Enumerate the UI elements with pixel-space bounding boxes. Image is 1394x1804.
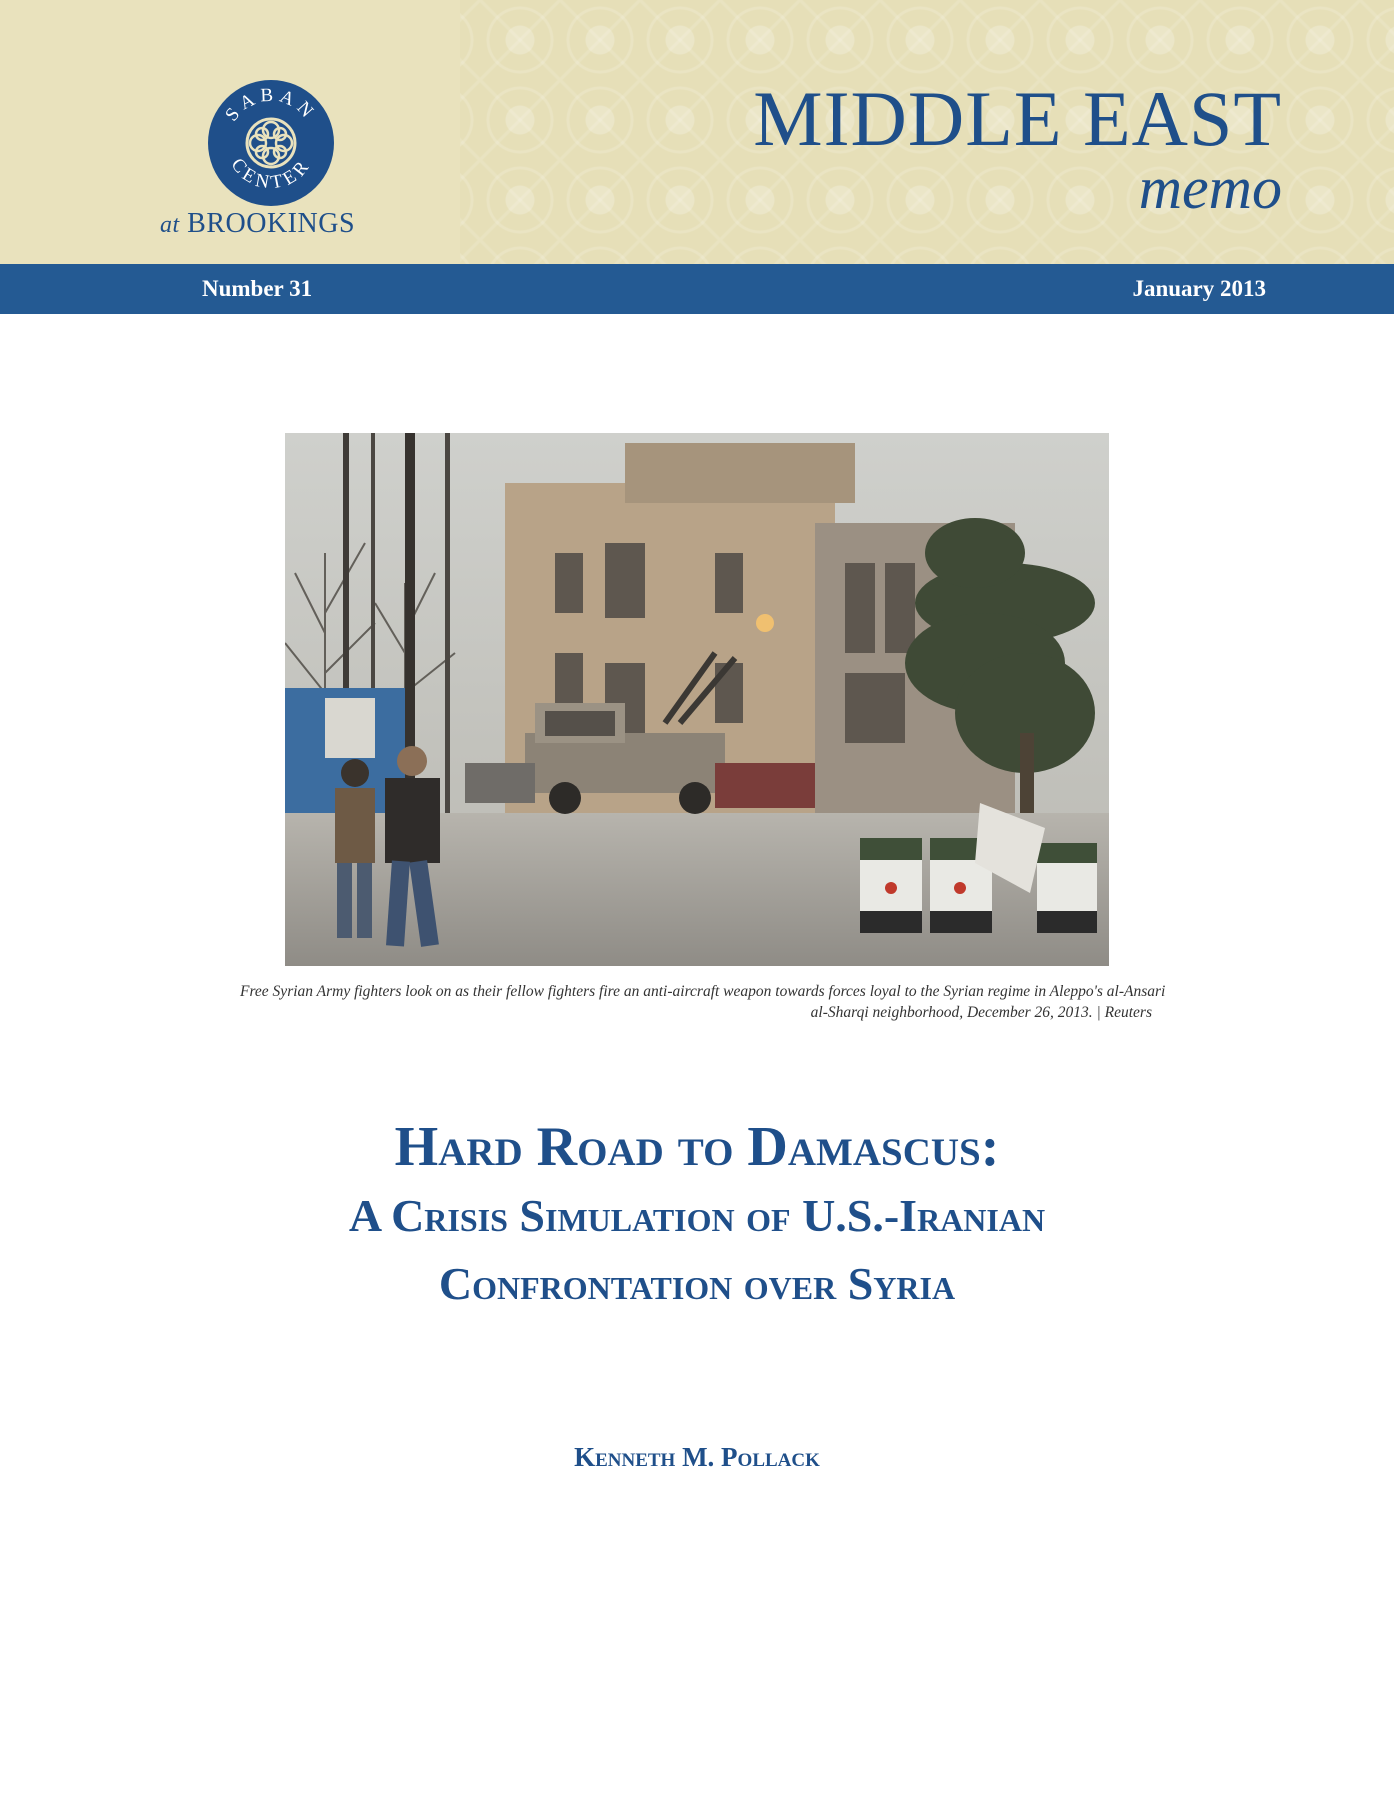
- org-prefix: at: [160, 212, 180, 238]
- street-scene-image: [285, 433, 1109, 966]
- author-name: Kenneth M. Pollack: [574, 1442, 820, 1472]
- svg-text:SABAN: SABAN: [221, 84, 321, 126]
- issue-number: Number 31: [202, 276, 313, 301]
- svg-text:CENTER: CENTER: [226, 154, 316, 194]
- caption-line-2: al-Sharqi neighborhood, December 26, 2013. | Reuters: [810, 1003, 1152, 1021]
- series-title: MIDDLE EAST: [753, 75, 1282, 162]
- title-line-1: Hard Road to Damascus:: [394, 1116, 1000, 1178]
- cover-photo: [285, 433, 1109, 966]
- saban-center-seal-logo: [206, 78, 336, 208]
- header-banner: [0, 0, 1394, 264]
- title-line-3: Confrontation over Syria: [438, 1258, 956, 1309]
- title-line-2: A Crisis Simulation of U.S.-Iranian: [348, 1190, 1046, 1241]
- report-title: [0, 1112, 1394, 1318]
- org-name: [160, 208, 400, 240]
- photo-caption: [240, 982, 1166, 1024]
- series-subtitle: memo: [1138, 155, 1282, 221]
- org-wordmark: BROOKINGS: [187, 208, 356, 239]
- issue-bar: [0, 264, 1394, 314]
- caption-line-1: Free Syrian Army fighters look on as their fellow fighters fire an anti-aircraft weapon towards forces loyal to the Syrian regime in Aleppo's al-Ansari: [240, 983, 1166, 1000]
- issue-date: January 2013: [1132, 276, 1266, 301]
